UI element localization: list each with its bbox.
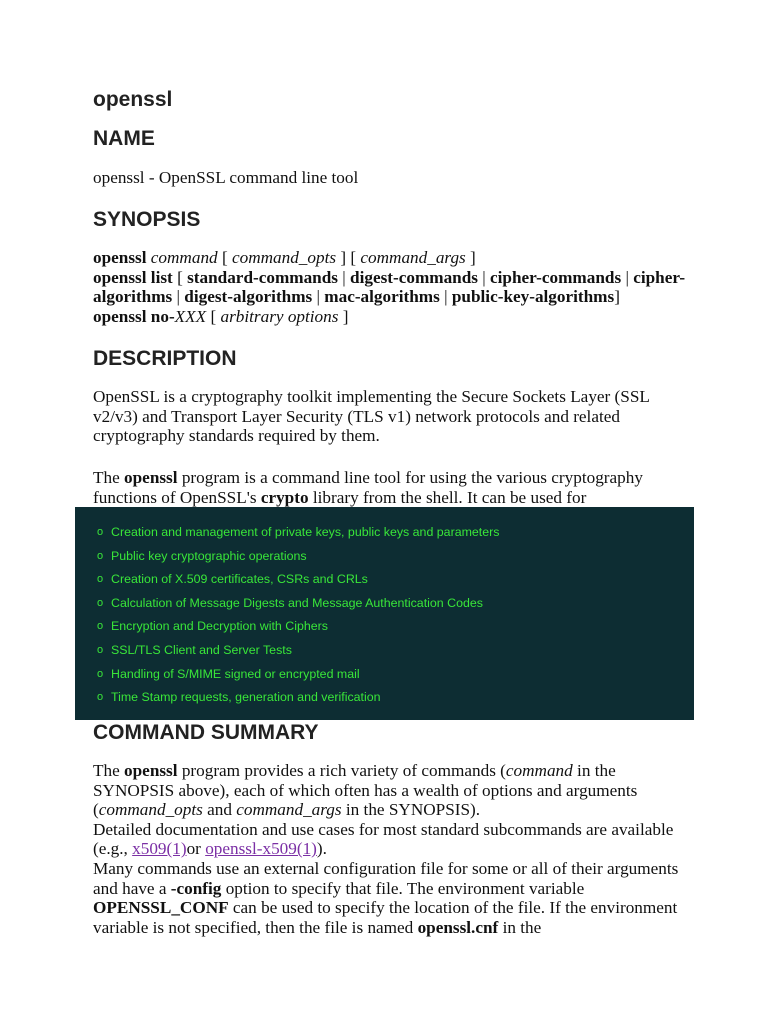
uses-list-item — [75, 595, 499, 619]
uses-list-item — [75, 642, 499, 666]
description-paragraph-2: The openssl program is a command line tool for using the various cryptography functions of OpenSSL's crypto library from the shell. It can be used for — [93, 468, 643, 507]
uses-list-item — [75, 524, 499, 548]
circle-bullet-icon: o — [97, 643, 104, 656]
uses-list-item — [75, 689, 499, 713]
synopsis-heading: SYNOPSIS — [93, 208, 201, 231]
uses-list-item-text: Encryption and Decryption with Ciphers — [111, 619, 328, 634]
circle-bullet-icon: o — [97, 667, 104, 680]
circle-bullet-icon: o — [97, 691, 104, 704]
circle-bullet-icon: o — [97, 526, 104, 538]
circle-bullet-icon: o — [97, 620, 104, 633]
command-summary-paragraph: The openssl program provides a rich variety of commands (command in the SYNOPSIS above), each of which often has a wealth of options and arguments (command_opts and command_args in the SYNOPSIS). Detailed documentation and use cases for most standard subcommands are available (e.g., x509(1)or openssl-x509(1)). Many commands use an external configuration file for some or all of their arguments and have a -config option to specify that file. The environment variable OPENSSL_CONF can be used to specify the location of the file. If the environment variable is not specified, then the file is named openssl.cnf in the — [93, 761, 679, 937]
uses-list-item-text: SSL/TLS Client and Server Tests — [111, 642, 292, 657]
x509-link[interactable]: x509(1) — [132, 839, 187, 859]
openssl-x509-link[interactable]: openssl-x509(1) — [205, 839, 317, 859]
page-title: openssl — [93, 88, 173, 111]
uses-list-item-text: Handling of S/MIME signed or encrypted mail — [111, 666, 360, 681]
uses-list-box — [75, 507, 694, 720]
uses-list-item-text: Creation and management of private keys, public keys and parameters — [111, 525, 500, 539]
name-heading: NAME — [93, 127, 155, 150]
synopsis-line-1: openssl command [ command_opts ] [ command_args ] — [93, 248, 476, 267]
description-heading: DESCRIPTION — [93, 347, 237, 370]
uses-list-item-text: Calculation of Message Digests and Message Authentication Codes — [111, 595, 483, 610]
uses-list-item — [75, 666, 499, 690]
circle-bullet-icon: o — [97, 596, 104, 609]
uses-list-item-text: Public key cryptographic operations — [111, 548, 307, 563]
uses-list-item-text: Creation of X.509 certificates, CSRs and CRLs — [111, 572, 368, 587]
synopsis-block — [93, 248, 713, 326]
uses-list — [75, 524, 499, 713]
circle-bullet-icon: o — [97, 573, 104, 586]
description-paragraph-1: OpenSSL is a cryptography toolkit implementing the Secure Sockets Layer (SSL v2/v3) and Transport Layer Security (TLS v1) network protocols and related cryptography standards required by them. — [93, 387, 650, 446]
uses-list-item — [75, 618, 499, 642]
command-summary-heading: COMMAND SUMMARY — [93, 721, 319, 744]
synopsis-line-3: openssl no-XXX [ arbitrary options ] — [93, 306, 349, 326]
name-text: openssl - OpenSSL command line tool — [93, 168, 359, 187]
uses-list-item-text: Time Stamp requests, generation and verification — [111, 690, 381, 705]
uses-list-item — [75, 571, 499, 595]
circle-bullet-icon: o — [97, 549, 104, 562]
uses-list-item — [75, 548, 499, 572]
synopsis-line-2: openssl list [ standard-commands | digest-commands | cipher-commands | cipher-algorithms | digest-algorithms | mac-algorithms | public-key-algorithms] — [93, 267, 686, 307]
